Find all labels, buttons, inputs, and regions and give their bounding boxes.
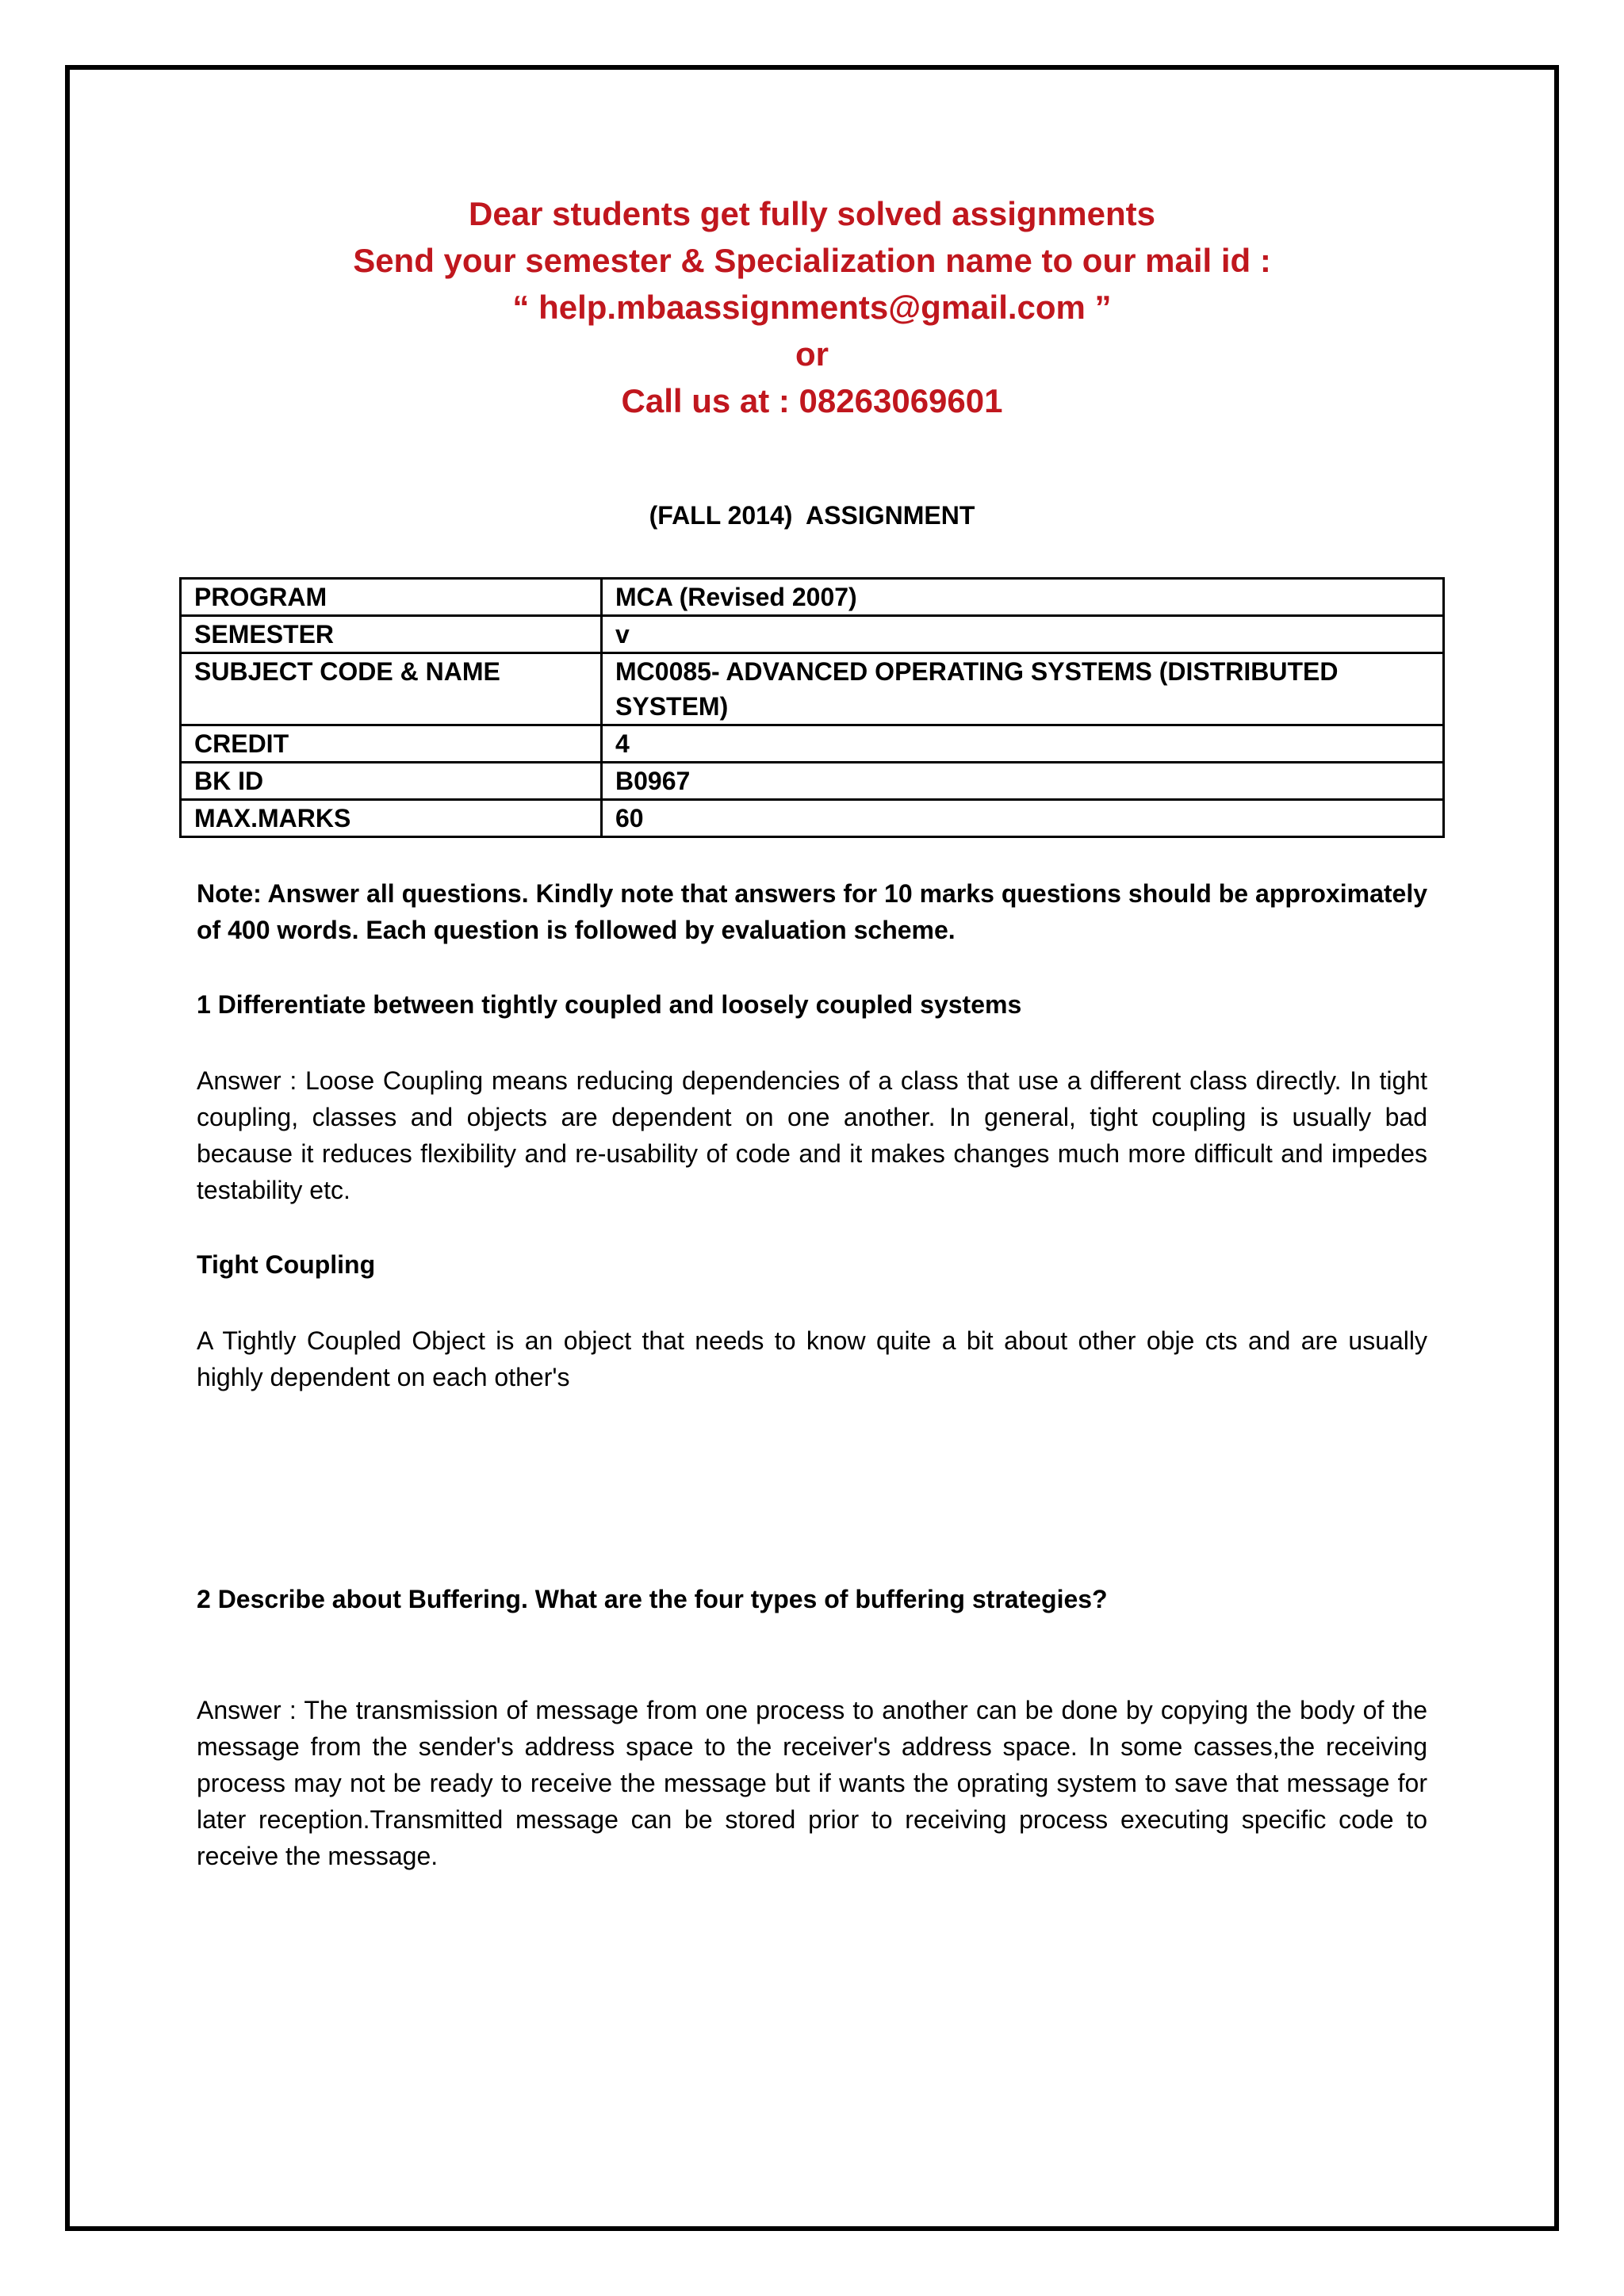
table-row [181,653,1444,725]
table-row [181,725,1444,763]
table-row [181,800,1444,837]
promo-phone: Call us at : 08263069601 [621,382,1003,419]
info-label: BK ID [181,763,602,800]
info-label: PROGRAM [181,579,602,616]
info-label: MAX.MARKS [181,800,602,837]
info-label: CREDIT [181,725,602,763]
info-value: MC0085- ADVANCED OPERATING SYSTEMS (DISTRIBUTED SYSTEM) [602,653,1444,725]
table-row [181,616,1444,653]
document-title: (FALL 2014) ASSIGNMENT [649,501,975,530]
info-value: v [602,616,1444,653]
info-label: SUBJECT CODE & NAME [181,653,602,725]
info-value: 4 [602,725,1444,763]
promo-banner [0,190,1624,424]
question-2-title: 2 Describe about Buffering. What are the four types of buffering strategies? [197,1585,1108,1613]
tight-coupling-text: A Tightly Coupled Object is an object that needs to know quite a bit about other obje cts and are usually highly dependent on each other's [197,1326,1427,1391]
promo-email: “ help.mbaassignments@gmail.com ” [512,289,1112,326]
info-value: B0967 [602,763,1444,800]
info-value: 60 [602,800,1444,837]
table-row [181,763,1444,800]
question-1-answer: Answer : Loose Coupling means reducing dependencies of a class that use a different class directly. In tight coupling, classes and objects are dependent on one another. In general, tight coupling is usually bad because it reduces flexibility and re-usability of code and it makes changes much more difficult and impedes testability etc. [197,1066,1427,1204]
assignment-info-table [179,577,1445,838]
question-2-answer: Answer : The transmission of message from one process to another can be done by copying the body of the message from the sender's address space to the receiver's address space. In some casses,the receiving process may not be ready to receive the message but if wants the oprating system to save that message for later reception.Transmitted message can be stored prior to receiving process executing specific code to receive the message. [197,1696,1427,1870]
question-1-title: 1 Differentiate between tightly coupled and loosely coupled systems [197,990,1022,1019]
info-value: MCA (Revised 2007) [602,579,1444,616]
tight-coupling-heading: Tight Coupling [197,1250,376,1279]
note-paragraph: Note: Answer all questions. Kindly note that answers for 10 marks questions should be approximately of 400 words. Each question is followed by evaluation scheme. [197,879,1427,944]
promo-line-1: Dear students get fully solved assignments [469,195,1155,232]
promo-line-or: or [795,335,829,373]
info-label: SEMESTER [181,616,602,653]
promo-line-2: Send your semester & Specialization name to our mail id : [353,242,1271,279]
table-row [181,579,1444,616]
